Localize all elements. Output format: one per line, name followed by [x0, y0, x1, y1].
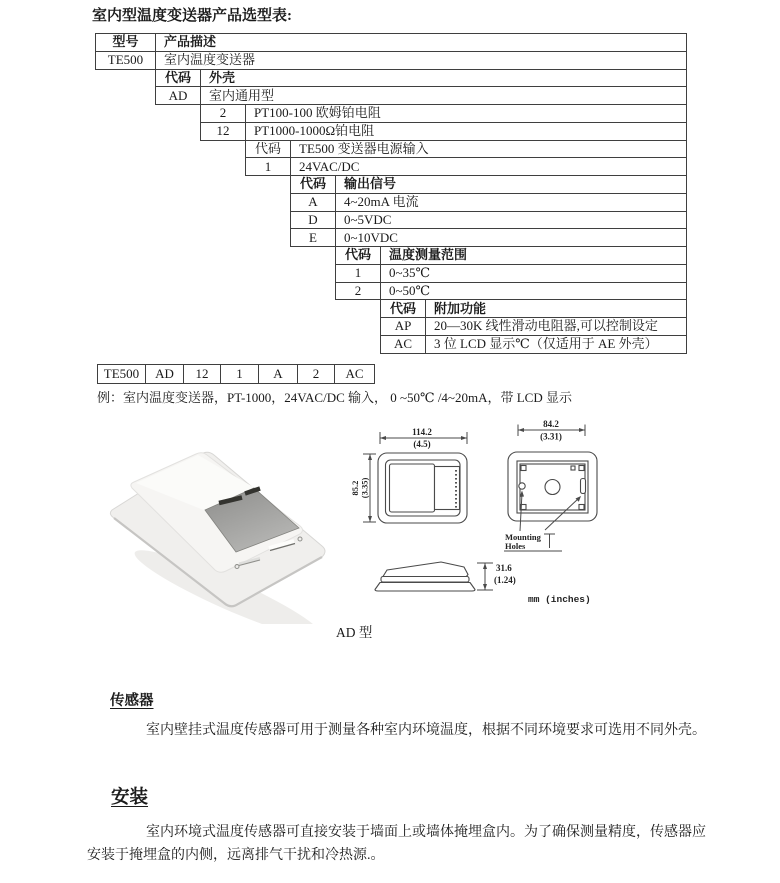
example-cell: A	[258, 364, 298, 384]
front-width-in: (4.5)	[413, 439, 431, 449]
row-description: 3 位 LCD 显示℃（仅适用于 AE 外壳）	[434, 336, 658, 352]
row-code: 代码	[156, 70, 201, 87]
row-code: 代码	[246, 141, 291, 158]
row-code: AC	[381, 336, 426, 353]
row-code: TE500	[96, 52, 156, 69]
selection-row	[155, 86, 687, 105]
example-cell: AC	[334, 364, 375, 384]
depth-mm: 31.6	[496, 563, 512, 573]
sensor-paragraph: 室内壁挂式温度传感器可用于测量各种室内环境温度，根据不同环境要求可选用不同外壳。	[146, 723, 706, 738]
row-code: AP	[381, 318, 426, 335]
row-description: 20—30K 线性滑动电阻器,可以控制设定	[434, 318, 658, 334]
row-code: E	[291, 229, 336, 246]
selection-row	[200, 122, 687, 141]
selection-table	[95, 33, 687, 355]
row-code: 2	[336, 283, 381, 300]
model-type-label: AD 型	[336, 625, 373, 640]
row-code: D	[291, 212, 336, 229]
row-description: 0~35℃	[389, 265, 431, 281]
selection-row	[290, 175, 687, 194]
row-code: 2	[201, 105, 246, 122]
mounting-label-line2: Holes	[505, 541, 526, 551]
row-description: 附加功能	[434, 300, 487, 316]
selection-row	[380, 299, 687, 318]
row-description: 室内温度变送器	[164, 52, 256, 68]
example-cell: 1	[220, 364, 259, 384]
row-description: 0~5VDC	[344, 211, 392, 227]
selection-row	[380, 317, 687, 336]
selection-row	[245, 157, 687, 176]
selection-row	[335, 282, 687, 301]
row-description: 产品描述	[164, 34, 217, 50]
selection-row	[380, 335, 687, 354]
selection-row	[290, 193, 687, 212]
side-view	[375, 562, 475, 591]
example-cell: 12	[183, 364, 221, 384]
back-center-hole	[545, 480, 560, 495]
page-title: 室内型温度变送器产品选型表:	[92, 8, 292, 24]
example-row	[97, 364, 375, 384]
sensor-heading: 传感器	[110, 693, 154, 709]
install-paragraph-line2: 安装于掩埋盒的内侧，远离排气干扰和冷热源.。	[87, 848, 385, 863]
row-code: 1	[336, 265, 381, 282]
row-description: 温度测量范围	[389, 247, 468, 263]
row-code: 1	[246, 158, 291, 175]
row-code: 代码	[291, 176, 336, 193]
selection-row	[155, 69, 687, 88]
row-description: 4~20mA 电流	[344, 194, 419, 210]
row-description: 外壳	[209, 69, 236, 85]
row-description: TE500 变送器电源输入	[299, 140, 429, 156]
install-paragraph-line1: 室内环境式温度传感器可直接安装于墙面上或墙体掩埋盒内。为了确保测量精度，传感器应	[146, 825, 706, 840]
depth-dimension	[477, 563, 516, 590]
selection-row	[290, 211, 687, 230]
row-description: 0~50℃	[389, 282, 431, 298]
back-width-in: (3.31)	[540, 431, 562, 442]
product-photo	[98, 438, 338, 624]
selection-row	[200, 104, 687, 123]
row-description: 0~10VDC	[344, 229, 398, 245]
install-heading: 安装	[111, 788, 149, 808]
front-height-mm: 85.2	[350, 480, 360, 496]
row-description: 室内通用型	[209, 87, 275, 103]
selection-row	[95, 51, 687, 70]
units-label: mm (inches)	[528, 594, 591, 605]
front-height-in: (3.35)	[359, 477, 370, 499]
front-width-dimension	[380, 427, 467, 449]
depth-in: (1.24)	[494, 575, 516, 585]
example-caption: 例：室内温度变送器，PT-1000，24VAC/DC 输入， 0 ~50℃ /4~20mA，带 LCD 显示	[97, 390, 572, 405]
selection-row	[335, 246, 687, 265]
row-description: 24VAC/DC	[299, 158, 360, 174]
selection-row	[335, 264, 687, 283]
row-code: AD	[156, 87, 201, 104]
row-description: PT100-100 欧姆铂电阻	[254, 105, 381, 121]
row-code: 代码	[336, 247, 381, 264]
selection-row	[95, 33, 687, 52]
dimension-diagram	[350, 416, 650, 612]
selection-row	[290, 228, 687, 247]
back-width-mm: 84.2	[543, 419, 559, 429]
back-mounting-slot-right	[581, 479, 586, 494]
row-code: 12	[201, 123, 246, 140]
row-code: A	[291, 194, 336, 211]
row-code: 代码	[381, 300, 426, 317]
front-view	[378, 453, 467, 523]
row-code: 型号	[96, 34, 156, 51]
row-description: PT1000-1000Ω铂电阻	[254, 123, 375, 139]
example-cell: 2	[297, 364, 335, 384]
row-description: 输出信号	[344, 176, 397, 192]
back-width-dimension	[518, 419, 585, 442]
back-mounting-hole-left	[519, 483, 525, 489]
front-width-mm: 114.2	[412, 427, 432, 437]
mounting-label-line1: Mounting	[505, 532, 541, 542]
example-cell: TE500	[97, 364, 146, 384]
example-cell: AD	[145, 364, 184, 384]
selection-row	[245, 140, 687, 159]
front-height-dimension	[350, 454, 376, 522]
